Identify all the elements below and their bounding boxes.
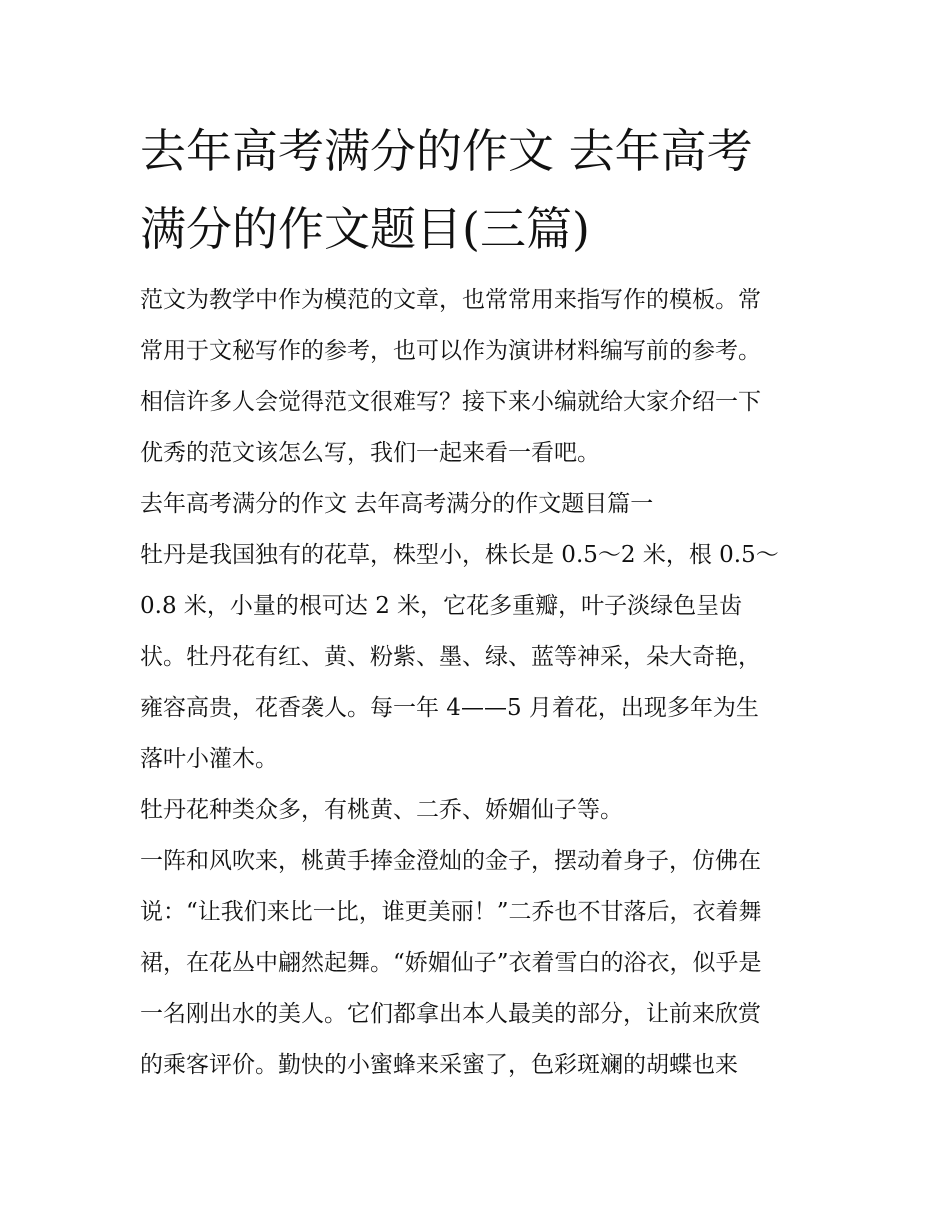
text-line: 一阵和风吹来，桃黄手捧金澄灿的金子，摆动着身子，仿佛在 (140, 848, 761, 874)
title-line: 去年高考满分的作文 去年高考 (140, 124, 753, 178)
text-line: 优秀的范文该怎么写，我们一起来看一看吧。 (140, 440, 600, 466)
text-line: 相信许多人会觉得范文很难写？接下来小编就给大家介绍一下 (140, 389, 761, 415)
peony-varieties-paragraph (140, 785, 820, 836)
document-title (140, 112, 820, 268)
text-line: 牡丹是我国独有的花草，株型小，株长是 0.5～2 米，根 0.5～ (140, 542, 779, 568)
section-heading (140, 479, 820, 530)
text-line: 一名刚出水的美人。它们都拿出本人最美的部分，让前来欣赏 (140, 1001, 761, 1027)
text-line: 裙，在花丛中翩然起舞。“娇媚仙子”衣着雪白的浴衣，似乎是 (140, 950, 762, 976)
document-body (140, 275, 820, 1091)
breeze-scene-paragraph (140, 836, 820, 1091)
text-line: 0.8 米，小量的根可达 2 米，它花多重瓣，叶子淡绿色呈齿 (140, 593, 743, 619)
text-line: 落叶小灌木。 (140, 746, 278, 772)
text-line: 说：“让我们来比一比，谁更美丽！”二乔也不甘落后，衣着舞 (140, 899, 762, 925)
text-line: 牡丹花种类众多，有桃黄、二乔、娇媚仙子等。 (140, 797, 623, 823)
title-line: 满分的作文题目(三篇) (140, 202, 590, 256)
text-line: 的乘客评价。勤快的小蜜蜂来采蜜了，色彩斑斓的胡蝶也来 (140, 1052, 738, 1078)
intro-paragraph (140, 275, 820, 479)
text-line: 范文为教学中作为模范的文章，也常常用来指写作的模板。常 (140, 287, 761, 313)
text-line: 雍容高贵，花香袭人。每一年 4——5 月着花，出现多年为生 (140, 695, 759, 721)
text-line: 去年高考满分的作文 去年高考满分的作文题目篇一 (140, 491, 654, 517)
text-line: 常用于文秘写作的参考，也可以作为演讲材料编写前的参考。 (140, 338, 761, 364)
text-line: 状。牡丹花有红、黄、粉紫、墨、绿、蓝等神采，朵大奇艳， (140, 644, 761, 670)
peony-description-paragraph (140, 530, 820, 785)
